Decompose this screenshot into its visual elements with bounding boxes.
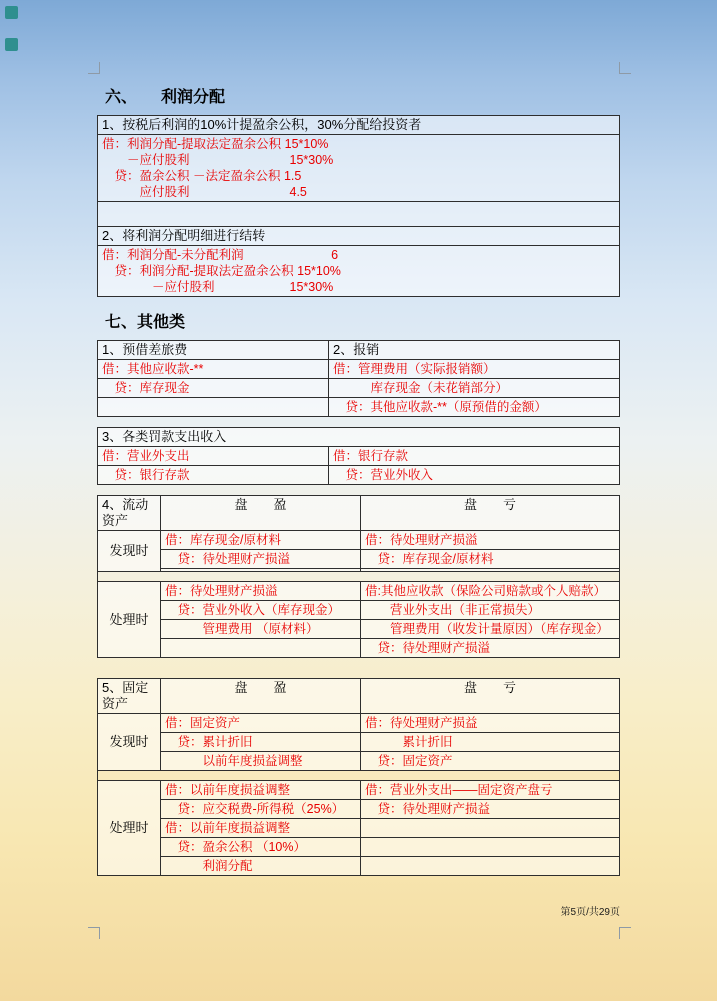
table-travel-advance-reimburse	[97, 340, 620, 417]
t2-header-left: 1、预借差旅费	[98, 341, 329, 360]
t3-header: 3、各类罚款支出收入	[98, 428, 620, 447]
t5-handle-label: 处理时	[98, 781, 161, 876]
entry-cell: 累计折旧	[361, 733, 620, 752]
entry-cell: 借：以前年度损益调整	[161, 781, 361, 800]
entry-cell-empty	[361, 838, 620, 857]
table-current-assets-inventory	[97, 495, 620, 658]
entry-cell: 贷：营业外收入（库存现金）	[161, 601, 361, 620]
entry-cell: 借：银行存款	[329, 447, 620, 466]
entry-cell: 管理费用 （原材料）	[161, 620, 361, 639]
entry-line: 贷：盈余公积 －法定盈余公积 1.5	[102, 169, 302, 183]
t1-rule-2-header: 2、将利润分配明细进行结转	[98, 227, 620, 246]
entry-cell: 利润分配	[161, 857, 361, 876]
t1-entry-block-1	[98, 135, 620, 202]
t1-entry-block-2	[98, 246, 620, 297]
entry-cell-empty	[98, 398, 329, 417]
t5-discover-label: 发现时	[98, 714, 161, 771]
page-indicator: 第5页/共29页	[560, 907, 620, 918]
entry-cell: 借：管理费用（实际报销额）	[329, 360, 620, 379]
entry-cell: 管理费用（收发计量原因）（库存现金）	[361, 620, 620, 639]
entry-cell: 营业外支出（非正常损失）	[361, 601, 620, 620]
entry-cell: 借:其他应收款（保险公司赔款或个人赔款）	[361, 582, 620, 601]
entry-cell: 贷：库存现金	[98, 379, 329, 398]
entry-cell-empty	[361, 857, 620, 876]
table-fixed-assets-inventory	[97, 678, 620, 876]
entry-cell-empty	[161, 639, 361, 658]
entry-line: 借：利润分配-提取法定盈余公积 15*10%	[102, 137, 329, 151]
t4-surplus-header: 盘 盈	[161, 496, 361, 531]
t5-row-label: 5、固定资产	[98, 679, 161, 714]
t4-row-label: 4、流动资产	[98, 496, 161, 531]
entry-cell: 贷：固定资产	[361, 752, 620, 771]
entry-cell: 贷：待处理财产损益	[361, 800, 620, 819]
entry-cell: 库存现金（未花销部分）	[329, 379, 620, 398]
t4-handle-label: 处理时	[98, 582, 161, 658]
entry-cell: 借：待处理财产损溢	[361, 531, 620, 550]
entry-cell: 贷：银行存款	[98, 466, 329, 485]
entry-cell: 贷：应交税费-所得税（25%）	[161, 800, 361, 819]
entry-cell-empty	[361, 819, 620, 838]
teal-app-icon-bottom[interactable]	[5, 38, 18, 51]
entry-cell: 借：固定资产	[161, 714, 361, 733]
t4-section-gap	[98, 572, 620, 582]
t5-surplus-header: 盘 盈	[161, 679, 361, 714]
entry-cell: 贷：盈余公积 （10%）	[161, 838, 361, 857]
page-content	[97, 84, 620, 886]
section-6-title: 六、 利润分配	[105, 89, 226, 106]
t4-deficit-header: 盘 亏	[361, 496, 620, 531]
t2-header-right: 2、报销	[329, 341, 620, 360]
margin-mark-bottom-left	[88, 927, 100, 939]
entry-cell: 贷：待处理财产损溢	[361, 639, 620, 658]
t5-deficit-header: 盘 亏	[361, 679, 620, 714]
teal-app-icon-top[interactable]	[5, 6, 18, 19]
entry-line: 贷：利润分配-提取法定盈余公积 15*10%	[102, 264, 341, 278]
entry-cell: 借：库存现金/原材料	[161, 531, 361, 550]
entry-cell: 以前年度损益调整	[161, 752, 361, 771]
margin-mark-bottom-right	[619, 927, 631, 939]
table-profit-distribution	[97, 115, 620, 297]
entry-cell: 贷：营业外收入	[329, 466, 620, 485]
t4-discover-label: 发现时	[98, 531, 161, 572]
entry-cell: 借：营业外支出	[98, 447, 329, 466]
entry-cell: 贷：库存现金/原材料	[361, 550, 620, 569]
section-7-title: 七、其他类	[105, 314, 186, 331]
entry-cell: 借：待处理财产损益	[361, 714, 620, 733]
margin-mark-top-right	[619, 62, 631, 74]
entry-cell: 借：待处理财产损溢	[161, 582, 361, 601]
entry-line: 借：利润分配-未分配利润 6	[102, 248, 339, 262]
entry-line: 应付股利 4.5	[102, 185, 307, 199]
t5-section-gap	[98, 771, 620, 781]
entry-line: －应付股利 15*30%	[102, 280, 334, 294]
t1-spacer-cell	[98, 202, 620, 227]
margin-mark-top-left	[88, 62, 100, 74]
table-fines-income-expense	[97, 427, 620, 485]
t1-rule-1-header: 1、按税后利润的10%计提盈余公积，30%分配给投资者	[98, 116, 620, 135]
entry-cell: 贷：其他应收款-**（原预借的金额）	[329, 398, 620, 417]
entry-line: －应付股利 15*30%	[102, 153, 334, 167]
entry-cell: 贷：待处理财产损溢	[161, 550, 361, 569]
entry-cell: 借：其他应收款-**	[98, 360, 329, 379]
entry-cell: 借：营业外支出――固定资产盘亏	[361, 781, 620, 800]
entry-cell: 借：以前年度损益调整	[161, 819, 361, 838]
entry-cell: 贷：累计折旧	[161, 733, 361, 752]
